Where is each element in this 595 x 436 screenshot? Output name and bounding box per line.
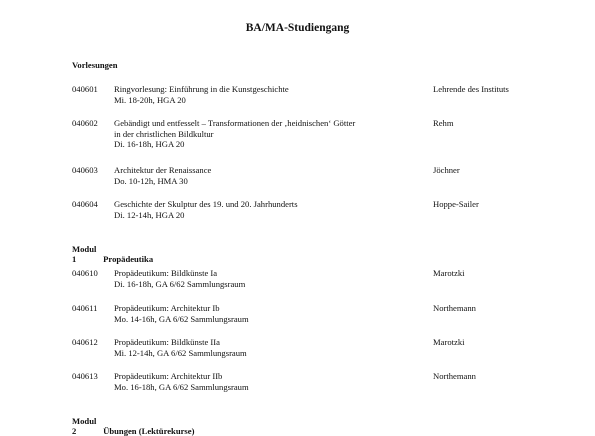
course-title-continued: in der christlichen Bildkultur [114,128,214,139]
course-title: Propädeutikum: Architektur Ib [114,303,220,313]
course-instructor: Jöchner [433,165,460,175]
course-time-room: Di. 16-18h, HGA 20 [114,139,185,150]
course-code: 040603 [72,165,98,175]
course-time-room: Di. 12-14h, HGA 20 [114,209,185,220]
course-instructor: Lehrende des Instituts [433,84,509,94]
course-code: 040601 [72,84,98,94]
course-instructor: Northemann [433,371,476,381]
course-time-room: Do. 10-12h, HMA 30 [114,175,188,186]
course-code: 040611 [72,303,98,313]
course-title: Ringvorlesung: Einführung in die Kunstgeschichte [114,84,289,94]
course-description [114,371,414,392]
course-time-room: Di. 16-18h, GA 6/62 Sammlungsraum [114,278,246,289]
page-title: BA/MA-Studiengang [245,22,350,34]
course-code: 040613 [72,371,98,381]
course-description [114,199,414,220]
course-title: Gebändigt und entfesselt – Transformationen der ‚heidnischen‘ Götter [114,118,356,128]
course-title: Propädeutikum: Bildkünste Ia [114,268,218,278]
course-title: Geschichte der Skulptur des 19. und 20. Jahrhunderts [114,199,298,209]
course-instructor: Rehm [433,118,454,128]
course-time-room: Mo. 14-16h, GA 6/62 Sammlungsraum [114,313,249,324]
course-description [114,165,414,186]
course-time-room: Mi. 18-20h, HGA 20 [114,94,186,105]
course-title: Propädeutikum: Architektur IIb [114,371,223,381]
section-heading-label: Propädeutika [103,254,154,264]
module-number: Modul 2 [72,416,97,436]
course-description [114,337,414,358]
course-description [114,268,414,289]
course-code: 040602 [72,118,98,128]
course-code: 040604 [72,199,98,209]
course-title: Propädeutikum: Bildkünste IIa [114,337,220,347]
course-description [114,303,414,324]
course-code: 040612 [72,337,98,347]
course-instructor: Hoppe-Sailer [433,199,479,209]
course-code: 040610 [72,268,98,278]
clipped-header-rule [160,0,280,2]
course-title: Architektur der Renaissance [114,165,212,175]
course-description [114,84,414,105]
course-time-room: Mo. 16-18h, GA 6/62 Sammlungsraum [114,381,249,392]
module-number: Modul 1 [72,244,97,264]
section-heading-label: Vorlesungen [72,60,118,70]
course-instructor: Northemann [433,303,476,313]
course-description [114,118,414,150]
course-instructor: Marotzki [433,268,465,278]
section-heading-modul-1 [72,244,153,264]
section-heading-label: Übungen (Lektürekurse) [103,426,195,436]
section-heading-vorlesungen [72,60,118,70]
course-time-room: Mi. 12-14h, GA 6/62 Sammlungsraum [114,347,247,358]
course-instructor: Marotzki [433,337,465,347]
section-heading-modul-2 [72,416,194,436]
